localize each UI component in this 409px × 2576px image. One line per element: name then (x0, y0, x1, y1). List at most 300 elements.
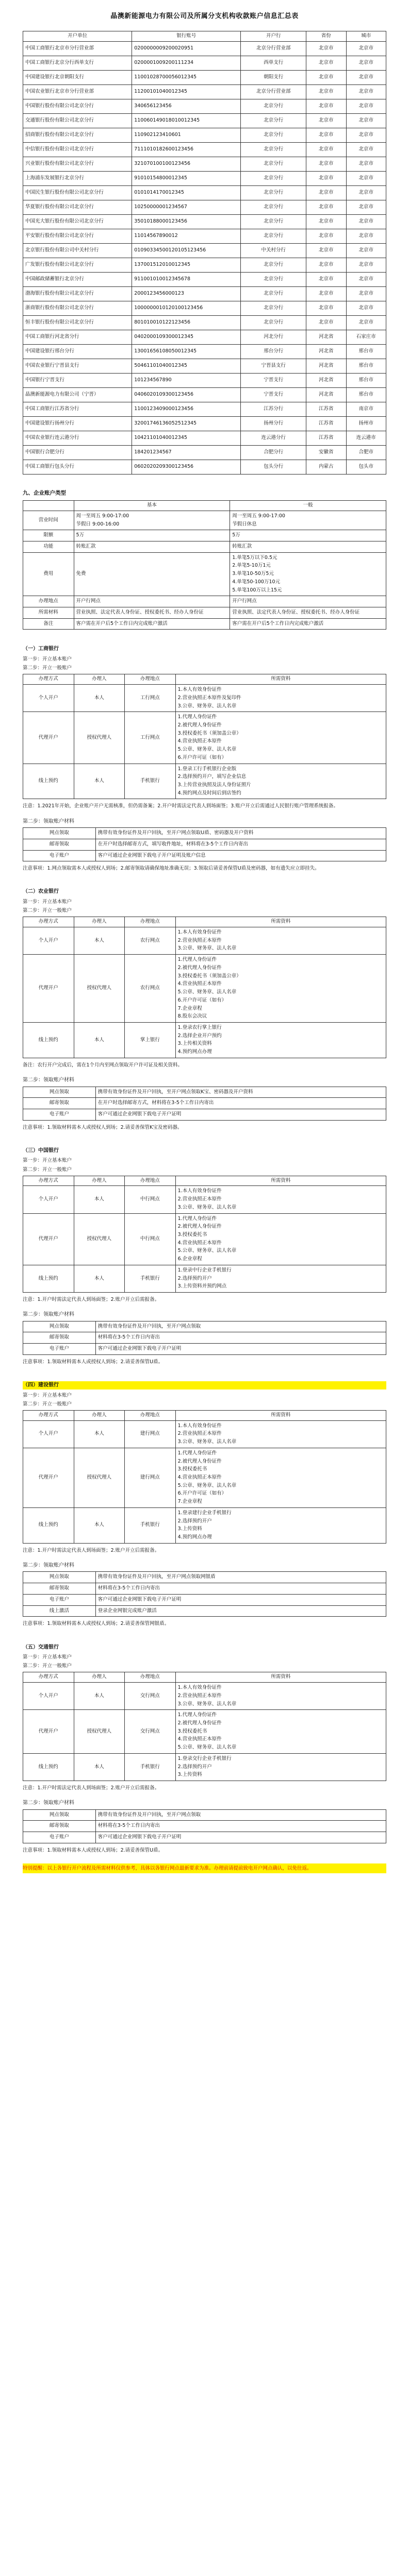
list-item: 携带有效身份证件及开户回执，至开户网点领取 (97, 1811, 201, 1818)
list-item: 6.开户许可证（如有） (177, 997, 227, 1003)
part-note: 注意：1.开户时需法定代表人到场面签；2.账户开立后需报备。 (23, 1297, 160, 1303)
table-cell: 浙商银行股份有限公司北京分行 (23, 301, 132, 315)
table-cell: 110060149018010012345 (132, 113, 241, 128)
table-cell: 北京市 (346, 185, 386, 200)
table-row (23, 200, 386, 214)
flow-docs (175, 1683, 386, 1710)
table-cell: 北京分行 (241, 157, 306, 171)
table-cell: 北京市 (306, 200, 346, 214)
part-tail-note: 注意事项：1.领取材料需本人或授权人到场；2.请妥善保管K宝及密码器。 (23, 1124, 183, 1130)
table-cell: 0402000109300012345 (132, 330, 241, 344)
list-item: 4.营业执照正本原件 (177, 981, 222, 987)
table-row (23, 927, 386, 955)
table-cell: 邢台市 (346, 373, 386, 387)
list-item: 1.登录建行企业手机银行 (177, 1510, 232, 1516)
table-cell: 北京银行股份有限公司中关村分行 (23, 243, 132, 258)
list-item: 6.开户许可证（如有） (177, 1490, 227, 1497)
step-line: 第一步：开立基本账户 (23, 899, 72, 905)
table-cell: 35010188000123456 (132, 214, 241, 229)
list-cell (74, 596, 230, 607)
material-docs (95, 1332, 386, 1344)
table-cell: 北京分行 (241, 301, 306, 315)
list-item: 2.选择预约开户 (177, 1275, 212, 1281)
table-row (23, 402, 386, 416)
table-cell: 晶澳新能源电力有限公司（宁晋） (23, 387, 132, 402)
material-way: 邮寄领取 (23, 839, 96, 850)
material-body (23, 1087, 386, 1120)
material-docs (95, 1809, 386, 1821)
material-docs (95, 1098, 386, 1109)
flow-where: 农行网点 (125, 927, 176, 955)
bank-part-title: （一）工商银行 (23, 646, 59, 652)
row-label: 功能 (23, 541, 74, 553)
flow-where: 建行网点 (125, 1420, 176, 1448)
list-item: 携带有效身份证件及开户回执，至开户网点领取U盾、密码器及开户资料 (97, 830, 254, 836)
flow-docs (175, 1710, 386, 1754)
list-item: 3.单笔10-50万5元 (232, 571, 274, 577)
table-cell: 北京市 (306, 171, 346, 185)
list-item: 节假日休息 (232, 521, 257, 527)
list-item: 1.本人有效身份证件 (177, 1685, 222, 1691)
table-cell: 河北省 (306, 330, 346, 344)
flow-who: 本人 (74, 1683, 125, 1710)
table-cell: 中国建设银行北京朝阳支行 (23, 70, 132, 84)
list-item: 开户行网点 (76, 598, 101, 604)
flow-header-row (23, 1672, 386, 1683)
list-item: 2.被代理人身份证件 (177, 964, 222, 971)
table-cell: 北京分行 (241, 258, 306, 272)
table-row (23, 596, 386, 607)
table-cell: 11014567890012 (132, 229, 241, 243)
sub-step-title: 第二步：领取账户材料 (23, 1562, 74, 1568)
table-cell: 321070100100123456 (132, 157, 241, 171)
table-row (23, 387, 386, 402)
step-line: 第二步：开立一般账户 (23, 1401, 72, 1407)
account-type-body (23, 511, 386, 630)
table-cell: 北京市 (306, 99, 346, 113)
list-item: 客户可通过企业网银下载电子开户证明 (97, 1834, 182, 1840)
col-header: 所需资料 (175, 1176, 386, 1186)
list-item: 客户可通过企业网银下载电子开户证明 (97, 1346, 182, 1352)
table-cell: 中国工商银行江苏省分行 (23, 402, 132, 416)
table-cell: 扬州市 (346, 416, 386, 431)
flow-table (23, 1672, 386, 1781)
part-tail-note: 注意事项：1.领取材料需本人或授权人到场；2.请妥善保管网银盾。 (23, 1621, 170, 1627)
table-cell: 河北省 (306, 373, 346, 387)
list-item: 2.营业执照正本原件及复印件 (177, 694, 241, 701)
list-item: 2.选择企业开户预约 (177, 1032, 222, 1039)
col-header: 办理方式 (23, 917, 74, 927)
table-cell: 北京市 (306, 56, 346, 70)
flow-who: 授权代理人 (74, 1213, 125, 1265)
table-cell: 北京市 (346, 171, 386, 185)
step-line: 第一步：开立基本账户 (23, 1392, 72, 1398)
flow-who: 授权代理人 (74, 712, 125, 764)
material-docs (95, 1605, 386, 1617)
list-item: 2.选择预约开户 (177, 1764, 212, 1770)
list-item: 材料将在3-5个工作日内寄出 (97, 1334, 160, 1341)
table-cell: 北京市 (346, 41, 386, 56)
list-item: 1.本人有效身份证件 (177, 929, 222, 936)
flow-body (23, 1186, 386, 1293)
table-cell: 平安银行股份有限公司北京分行 (23, 229, 132, 243)
col-header (23, 501, 74, 511)
flow-who: 授权代理人 (74, 1710, 125, 1754)
list-item: 3.授权委托书（须加盖公章） (177, 730, 241, 736)
table-row (23, 330, 386, 344)
table-row (23, 530, 386, 541)
table-cell: 北京市 (346, 243, 386, 258)
flow-who: 本人 (74, 1022, 125, 1058)
flow-docs (175, 685, 386, 712)
flow-where: 交行网点 (125, 1710, 176, 1754)
accounts-header-row (23, 31, 386, 42)
list-item: 在开户时选择邮寄方式，填写收件地址，材料将在3-5个工作日内寄出 (97, 841, 248, 847)
list-item: 登录企业网银完成账户激活 (97, 1607, 157, 1614)
table-row (23, 1344, 386, 1355)
list-item: 2.选择预约开户，填写企业信息 (177, 774, 247, 780)
table-cell: 北京市 (306, 157, 346, 171)
flow-where: 农行网点 (125, 955, 176, 1023)
table-cell: 朝阳支行 (241, 70, 306, 84)
col-header: 办理方式 (23, 674, 74, 685)
list-item: 开户行网点 (232, 598, 257, 604)
step-line: 第一步：开立基本账户 (23, 1654, 72, 1660)
col-header: 办理地点 (125, 1672, 176, 1683)
table-cell: 广发银行股份有限公司北京分行 (23, 258, 132, 272)
table-cell: 50461101040012345 (132, 359, 241, 373)
flow-where: 掌上银行 (125, 1022, 176, 1058)
list-item: 在开户时选择邮寄方式，材料将在3-5个工作日内寄出 (97, 1100, 214, 1106)
flow-body (23, 927, 386, 1058)
table-row (23, 1332, 386, 1344)
material-way: 电子账户 (23, 1594, 96, 1605)
table-cell: 北京市 (306, 258, 346, 272)
table-cell: 2000123456000123 (132, 286, 241, 301)
list-item: 材料将在3-5个工作日内寄出 (97, 1823, 160, 1829)
material-way: 电子账户 (23, 1109, 96, 1120)
sub-step-title: 第二步：领取账户材料 (23, 818, 74, 824)
table-cell: 北京市 (306, 128, 346, 142)
flow-body (23, 1420, 386, 1543)
list-item: 3.上传资料 (177, 1526, 202, 1532)
table-row (23, 445, 386, 460)
table-cell: 中国建设银行邢台分行 (23, 344, 132, 359)
col-header: 办理地点 (125, 1410, 176, 1420)
row-label: 费用 (23, 552, 74, 596)
table-row (23, 171, 386, 185)
table-cell: 北京市 (306, 229, 346, 243)
table-cell: 兴业银行股份有限公司北京分行 (23, 157, 132, 171)
table-cell: 0200000009200020951 (132, 41, 241, 56)
table-cell: 中国银行股份有限公司北京分行 (23, 99, 132, 113)
list-item: 1.登录交行企业手机银行 (177, 1755, 232, 1761)
material-way: 邮寄领取 (23, 1821, 96, 1832)
list-item: 3.公章、财务章、法人名章 (177, 945, 237, 952)
table-row (23, 286, 386, 301)
table-cell: 连云港市 (346, 431, 386, 445)
list-item: 7.企业章程 (177, 1005, 202, 1011)
list-item: 转账汇款 (76, 544, 96, 549)
col-header: 开户单位 (23, 31, 132, 42)
list-item: 1.登录中行企业手机银行 (177, 1267, 232, 1273)
list-item: 7.企业章程 (177, 1499, 202, 1505)
table-cell: 10421101040012345 (132, 431, 241, 445)
table-cell: 北京分行 (241, 214, 306, 229)
list-item: 5.公章、财务章、法人名章 (177, 1482, 237, 1488)
table-cell: 北京分行 (241, 229, 306, 243)
table-row (23, 850, 386, 861)
col-header: 银行账号 (132, 31, 241, 42)
table-cell: 13001656108050012345 (132, 344, 241, 359)
section-title: 九、企业账户类型 (23, 489, 66, 496)
col-header: 开户行 (241, 31, 306, 42)
table-row (23, 272, 386, 286)
list-cell (230, 596, 386, 607)
table-cell: 北京市 (306, 272, 346, 286)
table-cell: 7111010182600123456 (132, 142, 241, 157)
table-cell: 1000000010120100123456 (132, 301, 241, 315)
list-cell (230, 530, 386, 541)
list-item: 节假日 9:00-16:00 (76, 521, 120, 527)
table-cell: 北京分行 (241, 171, 306, 185)
table-cell: 110902123410601 (132, 128, 241, 142)
list-item: 4.预约网点办理 (177, 1049, 212, 1055)
part-note: 注意：1.开户时需法定代表人到场面签；2.账户开立后需报备。 (23, 1785, 160, 1791)
col-header: 办理人 (74, 1176, 125, 1186)
material-docs (95, 1572, 386, 1583)
table-cell: 北京市 (346, 113, 386, 128)
flow-docs (175, 1022, 386, 1058)
table-row (23, 243, 386, 258)
table-cell: 801010010122123456 (132, 315, 241, 330)
list-item: 周一至周五 9:00-17:00 (76, 513, 129, 519)
list-cell (74, 530, 230, 541)
table-cell: 包头市 (346, 460, 386, 474)
list-item: 携带有效身份证件及开户回执，至开户网点领取 (97, 1323, 201, 1329)
list-item: 2.被代理人身份证件 (177, 1224, 222, 1230)
list-item: 1.本人有效身份证件 (177, 1188, 222, 1194)
list-cell (74, 511, 230, 530)
flow-where: 交行网点 (125, 1683, 176, 1710)
list-item: 免费 (76, 571, 86, 577)
list-cell (230, 541, 386, 553)
col-header: 办理地点 (125, 1176, 176, 1186)
table-cell: 中国农业银行连云港分行 (23, 431, 132, 445)
table-row (23, 229, 386, 243)
table-cell: 华夏银行股份有限公司北京分行 (23, 200, 132, 214)
table-cell: 邢台市 (346, 359, 386, 373)
list-cell (74, 552, 230, 596)
table-cell: 北京分行 (241, 272, 306, 286)
list-cell (230, 607, 386, 619)
col-header: 办理方式 (23, 1672, 74, 1683)
list-item: 1.本人有效身份证件 (177, 1422, 222, 1429)
flow-docs (175, 1420, 386, 1448)
table-row (23, 1109, 386, 1120)
table-cell: 中信银行股份有限公司北京分行 (23, 142, 132, 157)
table-cell: 江苏省 (306, 416, 346, 431)
list-item: 3.上传资料 (177, 1772, 202, 1778)
list-item: 3.公章、财务章、法人名章 (177, 1439, 237, 1445)
table-cell: 内蒙古 (306, 460, 346, 474)
table-row (23, 1087, 386, 1098)
table-cell: 江苏分行 (241, 402, 306, 416)
list-item: 2.被代理人身份证件 (177, 1458, 222, 1464)
sub-step-title: 第二步：领取账户材料 (23, 1312, 74, 1318)
material-table (23, 1809, 386, 1843)
flow-way: 线上预约 (23, 1507, 74, 1543)
col-header: 所需资料 (175, 1672, 386, 1683)
col-header: 办理地点 (125, 917, 176, 927)
flow-who: 授权代理人 (74, 955, 125, 1023)
flow-table (23, 917, 386, 1058)
table-row (23, 1683, 386, 1710)
list-item: 1.代理人身份证件 (177, 1215, 217, 1222)
table-cell: 中国银行宁晋支行 (23, 373, 132, 387)
bank-parts (23, 645, 386, 1854)
list-item: 3.授权委托书（须加盖公章） (177, 973, 241, 979)
table-row (23, 511, 386, 530)
flow-who: 本人 (74, 1507, 125, 1543)
flow-head (23, 1176, 386, 1186)
table-row (23, 70, 386, 84)
table-row (23, 1448, 386, 1507)
col-header: 所需资料 (175, 917, 386, 927)
list-item: 6.企业章程 (177, 1256, 202, 1262)
table-row (23, 839, 386, 850)
flow-way: 个人开户 (23, 927, 74, 955)
table-cell: 北京分行 (241, 128, 306, 142)
flow-where: 中行网点 (125, 1213, 176, 1265)
flow-way: 个人开户 (23, 685, 74, 712)
list-item: 5万 (232, 532, 240, 538)
material-body (23, 1809, 386, 1843)
step-line: 第一步：开立基本账户 (23, 1158, 72, 1164)
list-item: 8.股东会决议 (177, 1013, 207, 1020)
list-item: 3.授权委托书 (177, 1466, 207, 1472)
table-row (23, 56, 386, 70)
flow-where: 工行网点 (125, 685, 176, 712)
table-cell: 交通银行股份有限公司北京分行 (23, 113, 132, 128)
table-cell: 邢台分行 (241, 344, 306, 359)
table-cell: 江苏省 (306, 431, 346, 445)
list-item: 周一至周五 9:00-17:00 (232, 513, 285, 519)
list-item: 携带有效身份证件及开户回执，至开户网点领取网银盾 (97, 1574, 216, 1580)
table-row (23, 1420, 386, 1448)
flow-table (23, 1410, 386, 1544)
flow-docs (175, 1448, 386, 1507)
material-docs (95, 1321, 386, 1332)
list-item: 2.被代理人身份证件 (177, 722, 222, 728)
list-item: 1.登录农行掌上银行 (177, 1024, 222, 1030)
col-header: 基本 (74, 501, 230, 511)
row-label: 营业时间 (23, 511, 74, 530)
table-cell: 184201234567 (132, 445, 241, 460)
list-item: 5.公章、财务章、法人名章 (177, 1744, 237, 1751)
col-header: 一般 (230, 501, 386, 511)
flow-way: 个人开户 (23, 1186, 74, 1213)
sub-step-title: 第二步：领取账户材料 (23, 1800, 74, 1806)
flow-table (23, 1176, 386, 1293)
table-row (23, 142, 386, 157)
flow-header-row (23, 917, 386, 927)
flow-way: 代理开户 (23, 1710, 74, 1754)
col-header: 所需资料 (175, 674, 386, 685)
material-way: 邮寄领取 (23, 1098, 96, 1109)
flow-where: 手机银行 (125, 1265, 176, 1292)
list-item: 客户可通过企业网银下载电子开户证明 (97, 1111, 182, 1117)
table-row (23, 128, 386, 142)
list-item: 3.公章、财务章、法人名章 (177, 703, 237, 709)
table-row (23, 431, 386, 445)
flow-head (23, 674, 386, 685)
material-way: 邮寄领取 (23, 1332, 96, 1344)
table-cell: 340656123456 (132, 99, 241, 113)
table-cell: 0602020209300123456 (132, 460, 241, 474)
material-table (23, 1571, 386, 1617)
table-cell: 101234567890 (132, 373, 241, 387)
table-cell: 石家庄市 (346, 330, 386, 344)
flow-docs (175, 1507, 386, 1543)
part-note: 注意：1.2021年开始，企业账户开户无需核准，但仍需备案；2.开户时需法定代表人到场面签；3.账户开立后需通过人民银行账户管理系统报备。 (23, 803, 338, 809)
table-row (23, 301, 386, 315)
material-way: 网点领取 (23, 1087, 96, 1098)
flow-who: 本人 (74, 1753, 125, 1781)
list-item: 转账汇款 (232, 544, 252, 549)
list-item: 3.上传相关资料 (177, 1041, 212, 1047)
account-type-table (23, 500, 386, 630)
table-row (23, 685, 386, 712)
table-row (23, 113, 386, 128)
list-cell (230, 552, 386, 596)
list-item: 5.公章、财务章、法人名章 (177, 1248, 237, 1254)
list-item: 5.单笔100万以上15元 (232, 587, 282, 593)
list-item: 3.上传营业执照及法人身份证照片 (177, 782, 251, 788)
flow-head (23, 1410, 386, 1420)
list-item: 2.营业执照正本原件 (177, 1196, 222, 1202)
table-row (23, 1594, 386, 1605)
list-item: 5万 (76, 532, 85, 538)
material-way: 网点领取 (23, 1809, 96, 1821)
table-cell: 137001512010012345 (132, 258, 241, 272)
flow-way: 线上预约 (23, 764, 74, 799)
table-cell: 北京市 (306, 214, 346, 229)
list-item: 4.单笔50-100万10元 (232, 579, 281, 585)
list-item: 客户需在开户后5个工作日内完成账户激活 (232, 620, 324, 626)
step-line: 第二步：开立一般账户 (23, 1166, 72, 1173)
bank-part (23, 1643, 386, 1855)
table-cell: 北京市 (346, 301, 386, 315)
flow-body (23, 685, 386, 799)
flow-who: 本人 (74, 1420, 125, 1448)
material-way: 邮寄领取 (23, 1583, 96, 1595)
list-item: 2.营业执照正本原件 (177, 1431, 222, 1437)
list-item: 4.营业执照正本原件 (177, 1240, 222, 1246)
table-cell: 0101014170012345 (132, 185, 241, 200)
table-cell: 邢台市 (346, 387, 386, 402)
col-header: 城市 (346, 31, 386, 42)
list-item: 4.预约网点办理 (177, 1534, 212, 1540)
flow-way: 线上预约 (23, 1753, 74, 1781)
table-cell: 北京市 (346, 128, 386, 142)
table-cell: 河北省 (306, 387, 346, 402)
table-row (23, 552, 386, 596)
material-way: 电子账户 (23, 850, 96, 861)
table-cell: 河北省 (306, 359, 346, 373)
flow-header-row (23, 1176, 386, 1186)
list-item: 1.单笔5万以下0.5元 (232, 554, 277, 561)
